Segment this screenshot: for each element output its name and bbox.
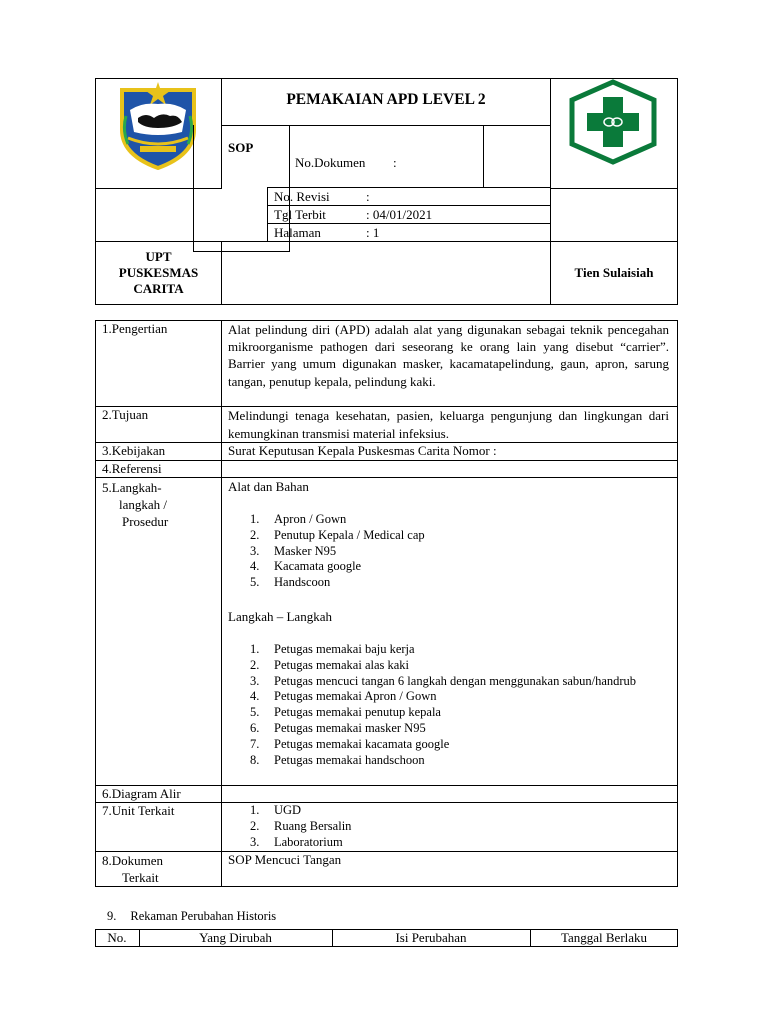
sop-label: SOP [228, 140, 254, 155]
list-item: 3. Laboratorium [250, 834, 343, 849]
info-row-divider-1 [267, 205, 551, 206]
diagram-label: 6.Diagram Alir [102, 786, 181, 801]
no-revisi-value: : [366, 189, 370, 204]
list-item: 8. Petugas memakai handschoon [250, 752, 425, 767]
dokumen-text: SOP Mencuci Tangan [228, 852, 342, 867]
langkah-label: 5.Langkah- langkah / Prosedur [102, 480, 169, 529]
tgl-terbit-label: Tgl Terbit [274, 207, 326, 222]
info-row-divider-2 [267, 223, 551, 224]
history-col-tanggal-berlaku: Tanggal Berlaku [560, 930, 648, 945]
list-item: 2. Penutup Kepala / Medical cap [250, 527, 425, 542]
document-title: PEMAKAIAN APD LEVEL 2 [286, 91, 486, 108]
tujuan-label: 2.Tujuan [102, 407, 149, 422]
row-divider [95, 785, 678, 786]
kebijakan-text: Surat Keputusan Kepala Puskesmas Carita Nomor : [228, 443, 497, 458]
org-name: UPT PUSKESMAS CARITA [118, 249, 199, 296]
alat-list [228, 512, 669, 591]
list-item: 3. Petugas mencuci tangan 6 langkah dengan menggunakan sabun/handrub [250, 673, 637, 688]
row-divider [95, 851, 678, 852]
history-heading: 9. Rekaman Perubahan Historis [107, 909, 277, 923]
list-item: 2. Ruang Bersalin [250, 818, 352, 833]
list-item: 2. Petugas memakai alas kaki [250, 657, 410, 672]
history-col-isi-perubahan: Isi Perubahan [395, 930, 467, 945]
list-item: 6. Petugas memakai masker N95 [250, 720, 426, 735]
langkah-heading: Langkah – Langkah [228, 609, 332, 624]
kebijakan-label: 3.Kebijakan [102, 443, 166, 458]
list-item: 1. UGD [250, 803, 302, 817]
list-item: 4. Kacamata google [250, 559, 362, 574]
history-col-no: No. [107, 930, 127, 945]
list-item: 5. Petugas memakai penutup kepala [250, 705, 441, 720]
list-item: 5. Handscoon [250, 575, 331, 590]
row-divider [95, 477, 678, 478]
no-dokumen-label: No.Dokumen [295, 155, 366, 170]
signer-name: Tien Sulaisiah [574, 265, 654, 280]
puskesmas-cross-icon [566, 79, 660, 165]
no-revisi-label: No. Revisi [274, 189, 330, 204]
dokumen-label: 8.Dokumen Terkait [102, 853, 164, 885]
unit-label: 7.Unit Terkait [102, 803, 175, 818]
history-col-yang-dirubah: Yang Dirubah [199, 930, 272, 945]
unit-list [228, 803, 669, 850]
regional-emblem-icon [112, 80, 204, 170]
tgl-terbit-value: : 04/01/2021 [366, 207, 433, 222]
list-item: 7. Petugas memakai kacamata google [250, 736, 450, 751]
halaman-label: Halaman [274, 225, 321, 240]
list-item: 4. Petugas memakai Apron / Gown [250, 689, 437, 704]
list-item: 1. Apron / Gown [250, 512, 347, 526]
list-item: 1. Petugas memakai baju kerja [250, 642, 415, 656]
row-divider [95, 460, 678, 461]
pengertian-label: 1.Pengertian [102, 321, 168, 336]
alat-heading: Alat dan Bahan [228, 479, 309, 494]
halaman-value: : 1 [366, 225, 380, 240]
referensi-label: 4.Referensi [102, 461, 162, 476]
tujuan-text: Melindungi tenaga kesehatan, pasien, keluarga pengunjung dan lingkungan dari kemungkinan transmisi material infeksius. [228, 408, 669, 441]
langkah-list [228, 642, 669, 768]
no-dokumen-value: : [393, 155, 397, 170]
pengertian-text: Alat pelindung diri (APD) adalah alat yang digunakan sebagai teknik pencegahan mikroorganisme pathogen dari seseorang ke orang lain yang disebut “carrier”. Barrier yang umum digunakan masker, kacamatapelindung, gaun, apron, sarung tangan, penutup kepala, pelindung kaki. [228, 322, 669, 389]
list-item: 3. Masker N95 [250, 543, 337, 558]
